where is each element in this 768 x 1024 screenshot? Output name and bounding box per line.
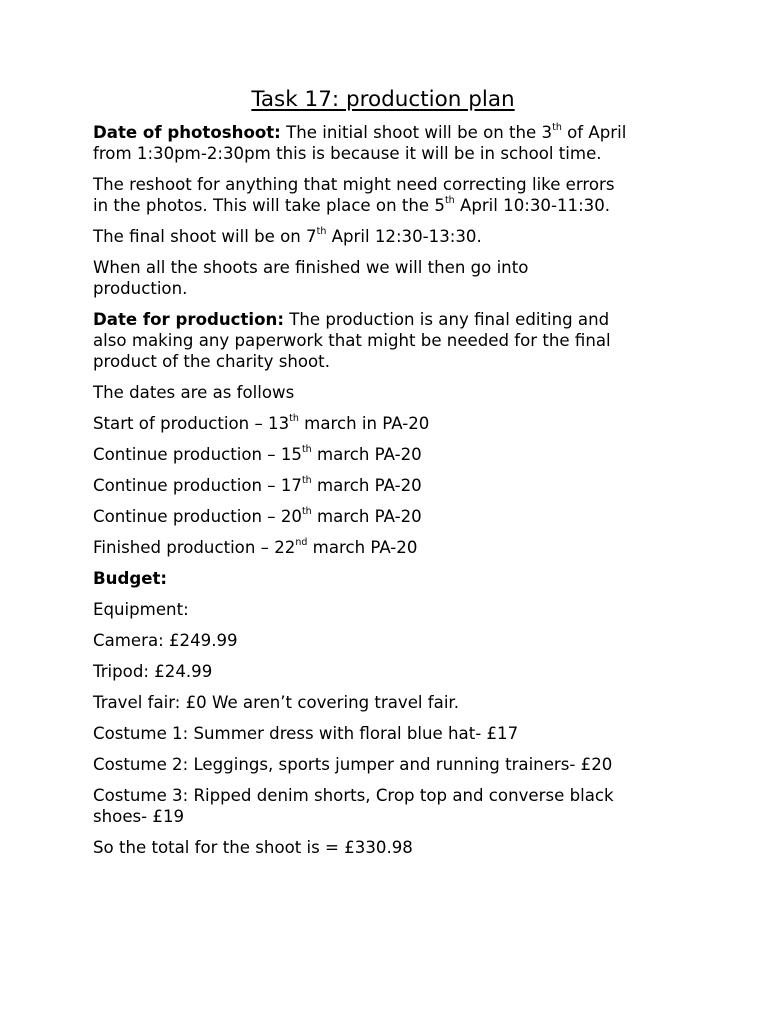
production-label: Date for production: bbox=[93, 310, 284, 329]
dates-intro: The dates are as follows bbox=[93, 383, 295, 402]
production-text-line2: also making any paperwork that might be needed for the final bbox=[93, 331, 611, 350]
schedule-item-superscript: th bbox=[289, 413, 299, 425]
schedule-item-prefix: Continue production – 20 bbox=[93, 507, 302, 526]
schedule-item-prefix: Continue production – 17 bbox=[93, 476, 302, 495]
final-shoot-paragraph bbox=[93, 226, 693, 247]
photoshoot-text: The initial shoot will be on the 3 bbox=[280, 123, 553, 142]
budget-item: Costume 2: Leggings, sports jumper and running trainers- £20 bbox=[93, 755, 613, 774]
schedule-item bbox=[93, 475, 693, 496]
schedule-item-prefix: Finished production – 22 bbox=[93, 538, 296, 557]
budget-item: Camera: £249.99 bbox=[93, 631, 238, 650]
budget-heading: Budget: bbox=[93, 569, 168, 588]
schedule-item-prefix: Start of production – 13 bbox=[93, 414, 290, 433]
photoshoot-superscript: th bbox=[552, 122, 562, 134]
photoshoot-text-cont: of April bbox=[561, 123, 627, 142]
schedule-item-suffix: march in PA-20 bbox=[298, 414, 430, 433]
after-shoots-text-line2: production. bbox=[93, 279, 188, 298]
total-line: So the total for the shoot is = £330.98 bbox=[93, 838, 413, 857]
schedule-item-prefix: Continue production – 15 bbox=[93, 445, 302, 464]
final-shoot-text: The final shoot will be on 7 bbox=[93, 227, 317, 246]
document-page bbox=[93, 86, 693, 868]
schedule-item-suffix: march PA-20 bbox=[311, 507, 422, 526]
reshoot-superscript: th bbox=[444, 195, 455, 207]
reshoot-text-line2: in the photos. This will take place on the 5 bbox=[93, 196, 445, 215]
production-text-line3: product of the charity shoot. bbox=[93, 352, 330, 371]
reshoot-text-end: April 10:30-11:30. bbox=[454, 196, 611, 215]
production-text: The production is any final editing and bbox=[283, 310, 610, 329]
schedule-item-superscript: nd bbox=[295, 537, 308, 549]
schedule-item bbox=[93, 537, 693, 558]
final-shoot-text-end: April 12:30-13:30. bbox=[326, 227, 482, 246]
costume-3-text: Costume 3: Ripped denim shorts, Crop top and converse black bbox=[93, 786, 614, 805]
photoshoot-paragraph bbox=[93, 122, 693, 164]
reshoot-text: The reshoot for anything that might need correcting like errors bbox=[93, 175, 615, 194]
schedule-item-superscript: th bbox=[301, 506, 312, 518]
schedule-item bbox=[93, 506, 693, 527]
budget-item: Tripod: £24.99 bbox=[93, 662, 213, 681]
budget-item-costume-3 bbox=[93, 785, 693, 827]
schedule-item-superscript: th bbox=[301, 444, 312, 456]
photoshoot-label: Date of photoshoot: bbox=[93, 123, 281, 142]
final-shoot-superscript: th bbox=[316, 226, 327, 238]
schedule-item-suffix: march PA-20 bbox=[311, 445, 422, 464]
schedule-item bbox=[93, 444, 693, 465]
budget-item: Costume 1: Summer dress with floral blue hat- £17 bbox=[93, 724, 519, 743]
photoshoot-text-line2: from 1:30pm-2:30pm this is because it will be in school time. bbox=[93, 144, 602, 163]
budget-item: Travel fair: £0 We aren’t covering travel fair. bbox=[93, 693, 460, 712]
document-title: Task 17: production plan bbox=[251, 87, 515, 112]
reshoot-paragraph bbox=[93, 174, 693, 216]
equipment-label: Equipment: bbox=[93, 600, 189, 619]
after-shoots-text: When all the shoots are finished we will then go into bbox=[93, 258, 529, 277]
budget-heading-paragraph bbox=[93, 568, 693, 589]
schedule-item-suffix: march PA-20 bbox=[307, 538, 418, 557]
costume-3-text-line2: shoes- £19 bbox=[93, 807, 185, 826]
schedule-item bbox=[93, 413, 693, 434]
after-shoots-paragraph bbox=[93, 257, 693, 299]
schedule-item-suffix: march PA-20 bbox=[311, 476, 422, 495]
production-paragraph bbox=[93, 309, 693, 372]
schedule-item-superscript: th bbox=[301, 475, 312, 487]
